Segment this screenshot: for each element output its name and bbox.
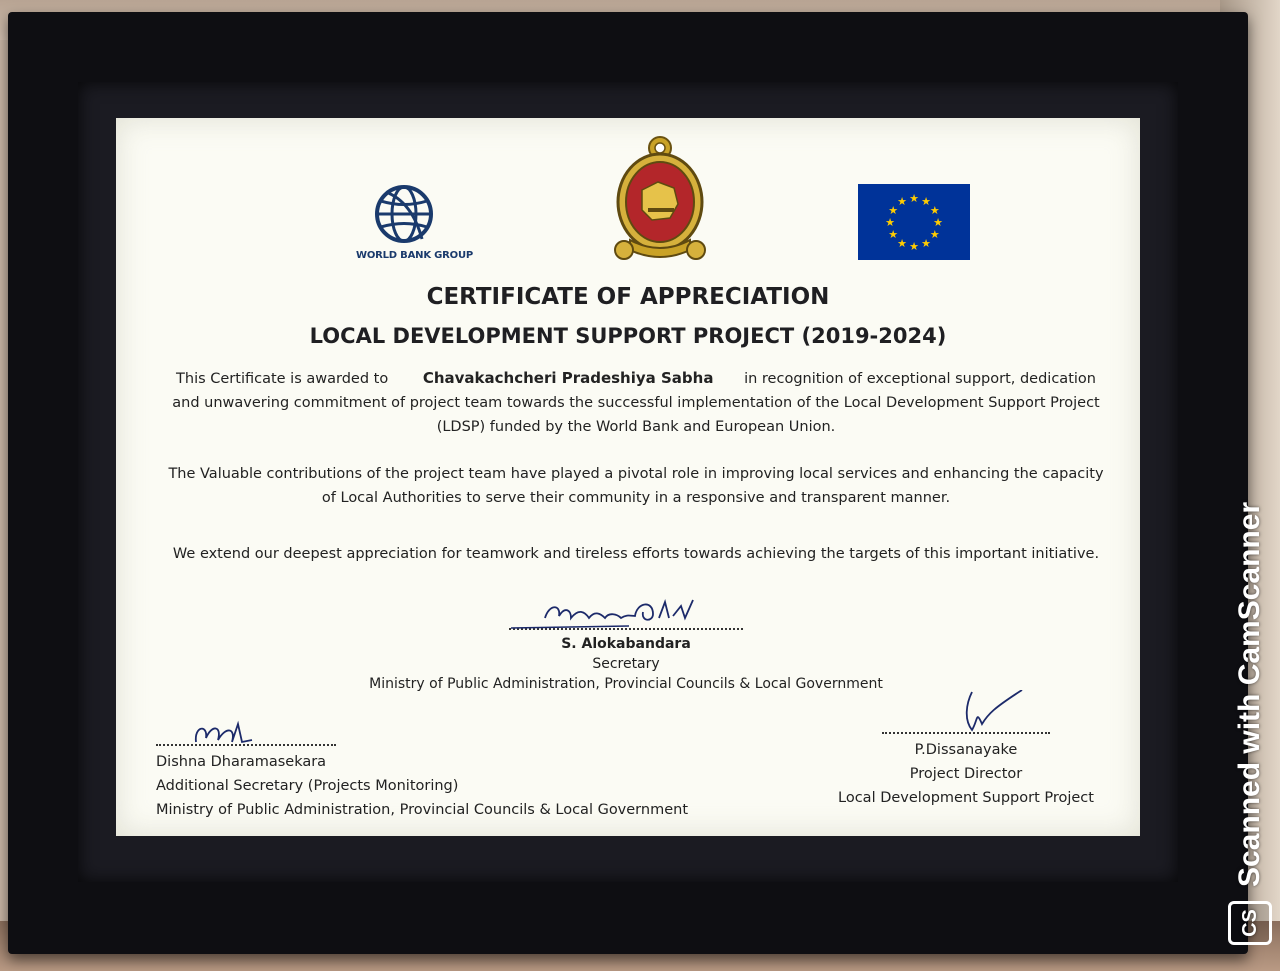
award-suffix: in recognition of exceptional support, dedication and unwavering commitment of project team towards the successful implementation of the Local Development Support Project (LDSP) funded by the World Bank and European Union. xyxy=(172,371,1100,435)
certificate-subtitle: LOCAL DEVELOPMENT SUPPORT PROJECT (2019-2024) xyxy=(309,324,947,348)
eu-star-icon: ★ xyxy=(921,236,931,250)
globe-icon xyxy=(372,184,436,244)
eu-flag-icon xyxy=(858,184,970,260)
signatory-org: Ministry of Public Administration, Provincial Councils & Local Government xyxy=(369,676,883,692)
signatory-project-director xyxy=(816,690,1116,806)
signatory-org: Local Development Support Project xyxy=(838,790,1094,806)
signature-scribble xyxy=(882,690,1050,734)
certificate-title: CERTIFICATE OF APPRECIATION xyxy=(426,284,830,310)
eu-star-icon: ★ xyxy=(888,204,899,217)
eu-star-icon: ★ xyxy=(885,216,895,229)
contribution-paragraph: The Valuable contributions of the project team have played a pivotal role in improving local services and enhancing the capacity of Local Authorities to serve their community in a responsive and transparent manner. xyxy=(168,466,1104,506)
signature-line xyxy=(509,588,743,630)
signatory-role: Additional Secretary (Projects Monitoring) xyxy=(156,778,459,794)
world-bank-logo xyxy=(356,184,474,261)
eu-star-icon: ★ xyxy=(929,204,940,217)
world-bank-label: WORLD BANK GROUP xyxy=(356,250,474,261)
eu-star-icon: ★ xyxy=(888,228,899,241)
signatory-name: S. Alokabandara xyxy=(561,636,691,652)
signatory-name: Dishna Dharamasekara xyxy=(156,754,327,770)
eu-star-icon: ★ xyxy=(921,195,931,209)
camscanner-badge: CS xyxy=(1228,901,1272,945)
appreciation-paragraph: We extend our deepest appreciation for teamwork and tireless efforts towards achieving the targets of this important initiative. xyxy=(172,546,1100,562)
eu-star-icon: ★ xyxy=(909,192,919,205)
eu-star-icon: ★ xyxy=(933,216,943,229)
signatory-secretary xyxy=(346,588,906,692)
awardee-name: Chavakachcheri Pradeshiya Sabha xyxy=(422,369,714,387)
eu-star-icon: ★ xyxy=(909,240,919,253)
camscanner-watermark xyxy=(1228,502,1272,945)
award-paragraph xyxy=(166,366,1106,439)
signature-scribble xyxy=(509,588,743,630)
award-prefix: This Certificate is awarded to xyxy=(176,371,389,387)
signatory-additional-secretary xyxy=(156,718,716,818)
signature-line xyxy=(156,718,336,746)
signatory-name: P.Dissanayake xyxy=(914,742,1018,758)
signature-line xyxy=(882,690,1050,734)
eu-star-icon: ★ xyxy=(929,228,940,241)
signatory-role: Secretary xyxy=(592,656,660,672)
signature-scribble xyxy=(156,718,336,748)
sri-lanka-emblem-icon xyxy=(612,132,708,268)
eu-star-icon: ★ xyxy=(897,195,907,209)
eu-star-icon: ★ xyxy=(897,236,907,250)
signatory-role: Project Director xyxy=(909,766,1023,782)
signatory-org: Ministry of Public Administration, Provincial Councils & Local Government xyxy=(156,802,689,818)
camscanner-text: Scanned with CamScanner xyxy=(1233,501,1266,887)
certificate-paper xyxy=(116,118,1140,836)
